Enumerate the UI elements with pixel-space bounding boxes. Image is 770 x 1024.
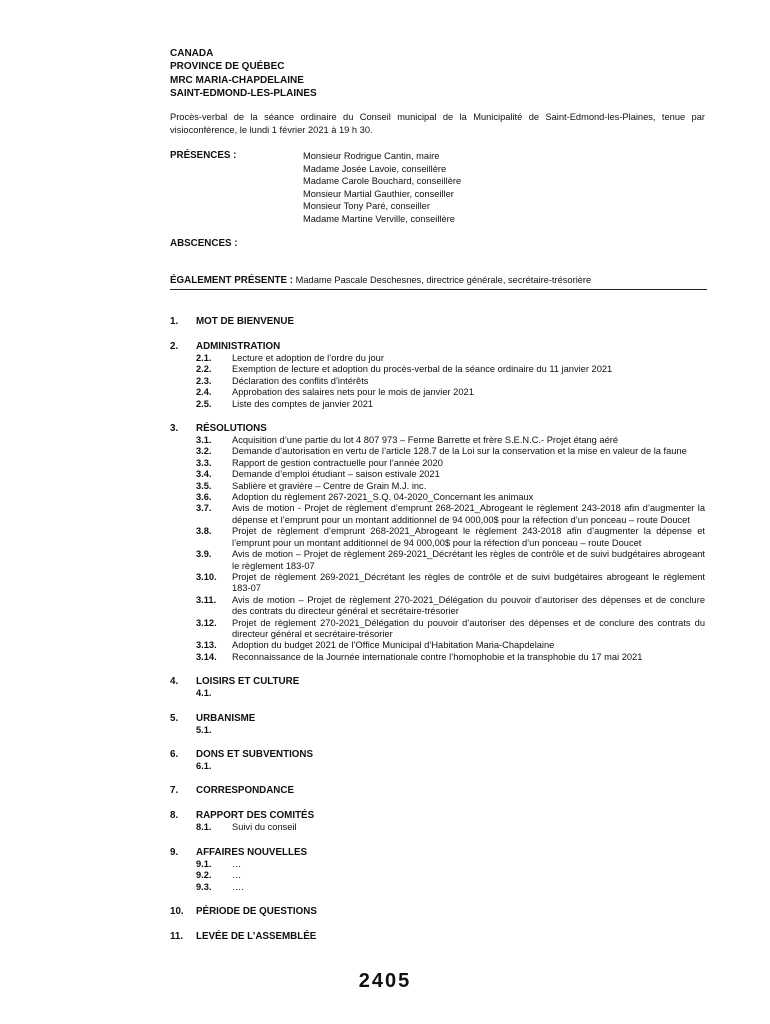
agenda-section-number: 4. <box>170 676 179 688</box>
agenda-section <box>170 748 705 772</box>
header-line-province: PROVINCE DE QUÉBEC <box>170 61 285 73</box>
agenda-item-text: Projet de règlement 270-2021_Délégation du pouvoir d’autoriser des dépenses et de conclure des contrats du directeur général et secrétaire-trésorier <box>232 617 705 639</box>
agenda-section-title: ADMINISTRATION <box>196 341 281 352</box>
agenda-section-heading <box>170 315 705 328</box>
agenda-item-text: Approbation des salaires nets pour le mois de janvier 2021 <box>232 387 474 398</box>
agenda-list <box>170 315 705 955</box>
agenda-item-number: 9.2. <box>196 870 212 881</box>
agenda-section-title: DONS ET SUBVENTIONS <box>196 748 314 760</box>
agenda-item-number: 3.11. <box>196 594 217 605</box>
agenda-item-text: Adoption du budget 2021 de l’Office Municipal d’Habitation Maria-Chapdelaine <box>232 640 555 651</box>
agenda-section-heading <box>170 905 705 918</box>
agenda-item <box>170 870 705 881</box>
agenda-item <box>170 446 705 457</box>
agenda-item-text: Suivi du conseil <box>232 822 297 833</box>
agenda-section <box>170 422 705 663</box>
agenda-section-number: 6. <box>170 748 179 760</box>
agenda-item <box>170 882 705 893</box>
agenda-item-text: Avis de motion – Projet de règlement 269-2021_Décrétant les règles de contrôle et de suivi budgétaires abrogeant le règlement 183-07 <box>232 549 705 571</box>
agenda-item <box>170 458 705 469</box>
agenda-section <box>170 905 705 918</box>
agenda-item <box>170 822 705 833</box>
agenda-item-number: 3.10. <box>196 571 217 582</box>
agenda-item-number: 3.1. <box>196 435 212 446</box>
egalement-presente <box>170 275 591 286</box>
agenda-item-text: Avis de motion – Projet de règlement 270-2021_Délégation du pouvoir d’autoriser des dépenses et de conclure des contrats du directeur général et secrétaire-trésorier <box>232 594 705 617</box>
agenda-item-text <box>232 761 705 772</box>
presence-member: Madame Carole Bouchard, conseillère <box>303 176 462 187</box>
agenda-item-number: 2.4. <box>196 387 212 398</box>
agenda-section-title: LEVÉE DE L’ASSEMBLÉE <box>196 931 317 942</box>
agenda-section <box>170 846 705 893</box>
agenda-section-number: 1. <box>170 316 179 327</box>
agenda-section-heading <box>170 422 705 435</box>
presence-member: Monsieur Rodrigue Cantin, maire <box>303 151 440 161</box>
agenda-item-text: … <box>232 858 242 869</box>
agenda-section-heading <box>170 748 705 761</box>
agenda-item-text: Projet de règlement d’emprunt 268-2021_Abrogeant le règlement 243-2018 afin d’augmenter la dépense et l’emprunt pour un montant additionnel de 94 000,00$ pour la réfection d’un ponceau – route Doucet <box>232 526 705 548</box>
agenda-section-heading <box>170 930 705 943</box>
agenda-item-number: 2.5. <box>196 398 212 409</box>
agenda-item-number: 3.8. <box>196 526 212 537</box>
presence-member: Madame Martine Verville, conseillère <box>303 213 455 224</box>
agenda-item <box>170 618 705 641</box>
egalement-value: Madame Pascale Deschesnes, directrice générale, secrétaire-trésorière <box>295 275 592 285</box>
agenda-item <box>170 435 705 446</box>
agenda-item-number: 3.12. <box>196 617 217 628</box>
agenda-item <box>170 353 705 364</box>
header-line-mrc: MRC MARIA-CHAPDELAINE <box>170 74 304 86</box>
agenda-section-number: 8. <box>170 810 179 822</box>
agenda-item-number: 3.4. <box>196 469 212 480</box>
agenda-item-number: 3.3. <box>196 457 212 468</box>
agenda-item-number: 5.1. <box>196 724 212 735</box>
agenda-item-number: 3.14. <box>196 651 217 662</box>
header-line-country: CANADA <box>170 48 214 59</box>
presences-label: PRÉSENCES : <box>170 150 237 161</box>
agenda-item-number: 2.3. <box>196 375 212 386</box>
agenda-section-title: LOISIRS ET CULTURE <box>196 676 300 688</box>
agenda-item <box>170 688 705 699</box>
agenda-section <box>170 340 705 410</box>
agenda-item-text: Acquisition d’une partie du lot 4 807 973 – Ferme Barrette et frère S.E.N.C.- Projet étang aéré <box>232 435 619 446</box>
agenda-item <box>170 492 705 503</box>
agenda-item <box>170 640 705 651</box>
agenda-item-number: 3.7. <box>196 503 212 514</box>
agenda-section-title: RÉSOLUTIONS <box>196 423 267 435</box>
agenda-section-heading <box>170 846 705 859</box>
agenda-item <box>170 399 705 410</box>
document-header <box>170 47 317 100</box>
agenda-section-title: URBANISME <box>196 712 256 724</box>
agenda-section-heading <box>170 675 705 688</box>
agenda-item-text <box>232 688 705 699</box>
page-number: 2405 <box>358 970 412 992</box>
agenda-item <box>170 652 705 663</box>
agenda-item-text: Adoption du règlement 267-2021_S.Q. 04-2020_Concernant les animaux <box>232 492 534 503</box>
agenda-item-text: Projet de règlement 269-2021_Décrétant les règles de contrôle et de suivi budgétaires abrogeant le règlement 183-07 <box>232 571 705 594</box>
agenda-section-title: AFFAIRES NOUVELLES <box>196 846 308 858</box>
agenda-item-text: Demande d’emploi étudiant – saison estivale 2021 <box>232 469 440 480</box>
agenda-item <box>170 595 705 618</box>
agenda-item <box>170 572 705 595</box>
presence-member: Monsieur Tony Paré, conseiller <box>303 201 430 212</box>
agenda-item <box>170 364 705 375</box>
agenda-item-text: Reconnaissance de la Journée internationale contre l’homophobie et la transphobie du 17 mai 2021 <box>232 651 643 662</box>
agenda-item-number: 2.1. <box>196 353 212 363</box>
agenda-item <box>170 549 705 572</box>
agenda-section <box>170 675 705 699</box>
agenda-section-heading <box>170 809 705 822</box>
agenda-item-number: 2.2. <box>196 364 212 375</box>
agenda-item-number: 3.9. <box>196 549 212 560</box>
presence-member: Madame Josée Lavoie, conseillère <box>303 163 447 174</box>
agenda-section-number: 3. <box>170 423 179 435</box>
agenda-section-heading <box>170 712 705 725</box>
agenda-section-number: 9. <box>170 846 179 858</box>
agenda-section-number: 2. <box>170 341 179 352</box>
presences-list <box>303 150 461 226</box>
agenda-item <box>170 481 705 492</box>
agenda-item-text: …. <box>232 881 244 892</box>
intro-paragraph: Procès-verbal de la séance ordinaire du Conseil municipal de la Municipalité de Saint-Edmond-les-Plaines, tenue par visioconférence, le lundi 1 février 2021 à 19 h 30. <box>170 112 705 135</box>
absences-label: ABSCENCES : <box>170 238 238 249</box>
agenda-item-text <box>232 725 705 736</box>
agenda-section-number: 5. <box>170 712 179 724</box>
agenda-section-title: MOT DE BIENVENUE <box>196 316 294 327</box>
agenda-item-number: 3.6. <box>196 492 212 503</box>
agenda-item <box>170 503 705 526</box>
agenda-item-text: Liste des comptes de janvier 2021 <box>232 398 374 409</box>
agenda-item <box>170 387 705 398</box>
agenda-item-text: Sablière et gravière – Centre de Grain M.J. inc. <box>232 480 427 491</box>
agenda-section <box>170 712 705 736</box>
agenda-item <box>170 725 705 736</box>
presence-member: Monsieur Martial Gauthier, conseiller <box>303 188 454 199</box>
agenda-item-number: 3.2. <box>196 446 212 457</box>
agenda-item <box>170 376 705 387</box>
agenda-item-number: 4.1. <box>196 688 212 699</box>
agenda-item <box>170 761 705 772</box>
agenda-item-text: Exemption de lecture et adoption du procès-verbal de la séance ordinaire du 11 janvier 2021 <box>232 364 613 375</box>
agenda-item-number: 3.5. <box>196 480 212 491</box>
agenda-item-text: Avis de motion - Projet de règlement d’emprunt 268-2021_Abrogeant le règlement 243-2018 afin d’augmenter la dépense et l’emprunt pour un montant additionnel de 94 000,00$ pour la réfection d’un ponceau – route Doucet <box>232 503 705 525</box>
agenda-section-title: CORRESPONDANCE <box>196 785 294 797</box>
agenda-section-number: 10. <box>170 906 184 917</box>
agenda-item <box>170 526 705 549</box>
agenda-item-number: 9.1. <box>196 858 212 869</box>
agenda-section <box>170 930 705 943</box>
agenda-item <box>170 469 705 480</box>
agenda-section-title: RAPPORT DES COMITÉS <box>196 810 315 822</box>
agenda-item-number: 9.3. <box>196 881 212 892</box>
section-divider <box>170 289 707 290</box>
agenda-item-text: … <box>232 870 242 881</box>
agenda-item-text: Lecture et adoption de l’ordre du jour <box>232 353 384 363</box>
egalement-label: ÉGALEMENT PRÉSENTE : <box>170 275 294 286</box>
agenda-section <box>170 809 705 833</box>
agenda-item-text: Déclaration des conflits d’intérêts <box>232 375 369 386</box>
agenda-item-number: 6.1. <box>196 760 212 771</box>
agenda-section-title: PÉRIODE DE QUESTIONS <box>196 906 317 917</box>
agenda-section-number: 7. <box>170 785 179 797</box>
agenda-section-heading <box>170 340 705 353</box>
agenda-item-number: 3.13. <box>196 640 217 651</box>
agenda-item <box>170 859 705 870</box>
agenda-item-number: 8.1. <box>196 822 212 833</box>
agenda-section <box>170 315 705 328</box>
header-line-municipality: SAINT-EDMOND-LES-PLAINES <box>170 87 317 99</box>
agenda-item-text: Rapport de gestion contractuelle pour l’année 2020 <box>232 457 443 468</box>
agenda-item-text: Demande d’autorisation en vertu de l’article 128.7 de la Loi sur la conservation et la mise en valeur de la faune <box>232 446 687 457</box>
agenda-section-number: 11. <box>170 931 184 942</box>
agenda-section <box>170 784 705 797</box>
agenda-section-heading <box>170 784 705 797</box>
